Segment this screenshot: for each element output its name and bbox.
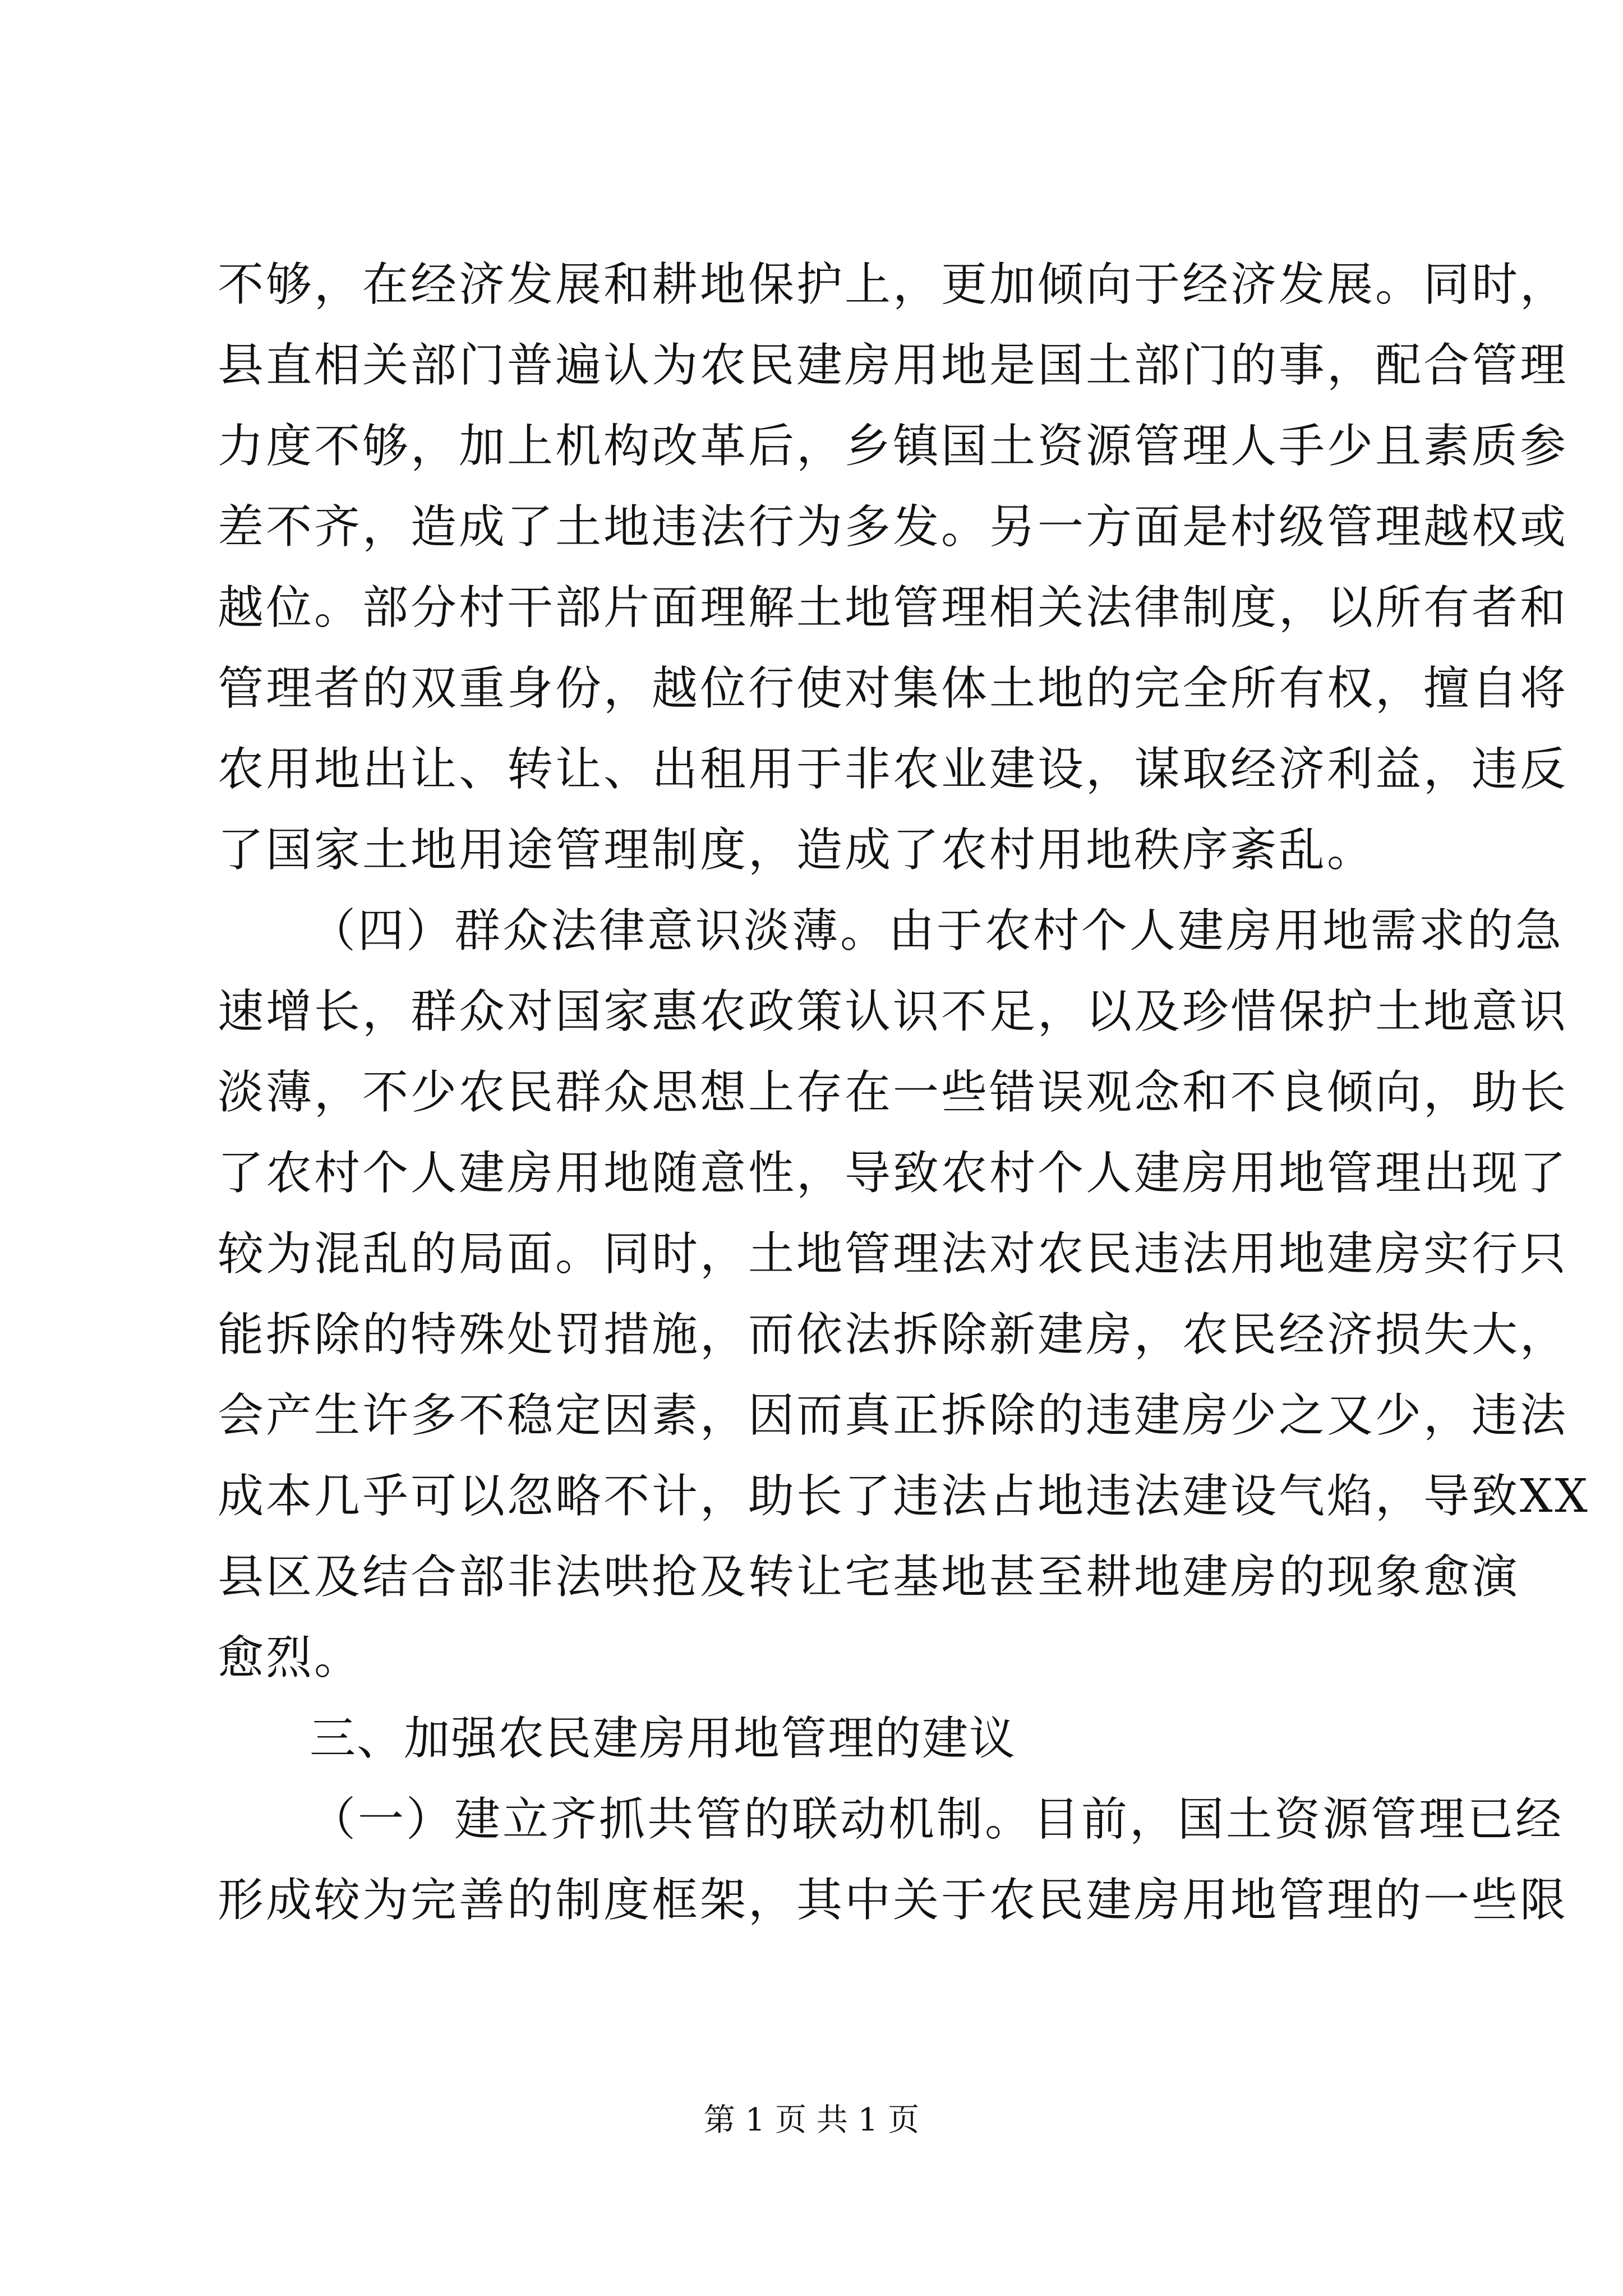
- text-line: 能拆除的特殊处罚措施，而依法拆除新建房，农民经济损失大，: [218, 1308, 1569, 1361]
- text-line: 越位。部分村干部片面理解土地管理相关法律制度，以所有者和: [218, 581, 1569, 634]
- text-line: 不够，在经济发展和耕地保护上，更加倾向于经济发展。同时，: [218, 258, 1569, 311]
- text-line: 会产生许多不稳定因素，因而真正拆除的违建房少之又少，违法: [218, 1389, 1569, 1442]
- body-text: [218, 245, 1590, 1941]
- section-heading: 三、加强农民建房用地管理的建议: [310, 1712, 1017, 1765]
- text-line: 县直相关部门普遍认为农民建房用地是国土部门的事，配合管理: [218, 339, 1569, 392]
- text-line: 淡薄，不少农民群众思想上存在一些错误观念和不良倾向，助长: [218, 1066, 1569, 1119]
- text-line: 差不齐，造成了土地违法行为多发。另一方面是村级管理越权或: [218, 500, 1569, 554]
- text-line: 形成较为完善的制度框架，其中关于农民建房用地管理的一些限: [218, 1874, 1569, 1927]
- text-line: 管理者的双重身份，越位行使对集体土地的完全所有权，擅自将: [218, 662, 1569, 715]
- text-line: 农用地出让、转让、出租用于非农业建设，谋取经济利益，违反: [218, 743, 1569, 796]
- text-line: 力度不够，加上机构改革后，乡镇国土资源管理人手少且素质参: [218, 420, 1569, 473]
- text-line: 了国家土地用途管理制度，造成了农村用地秩序紊乱。: [218, 823, 1376, 877]
- text-line: 成本几乎可以忽略不计，助长了违法占地违法建设气焰，导致XX: [218, 1470, 1590, 1523]
- text-line: 速增长，群众对国家惠农政策认识不足，以及珍惜保护土地意识: [218, 985, 1569, 1038]
- text-line: （一）建立齐抓共管的联动机制。目前，国土资源管理已经: [310, 1793, 1564, 1846]
- text-line: 愈烈。: [218, 1631, 363, 1685]
- text-line: 了农村个人建房用地随意性，导致农村个人建房用地管理出现了: [218, 1147, 1569, 1200]
- text-line: 较为混乱的局面。同时，土地管理法对农民违法用地建房实行只: [218, 1227, 1569, 1281]
- text-line: 县区及结合部非法哄抢及转让宅基地甚至耕地建房的现象愈演: [218, 1550, 1520, 1604]
- text-line: （四）群众法律意识淡薄。由于农村个人建房用地需求的急: [310, 904, 1564, 958]
- page-footer: 第 1 页 共 1 页: [703, 2102, 920, 2138]
